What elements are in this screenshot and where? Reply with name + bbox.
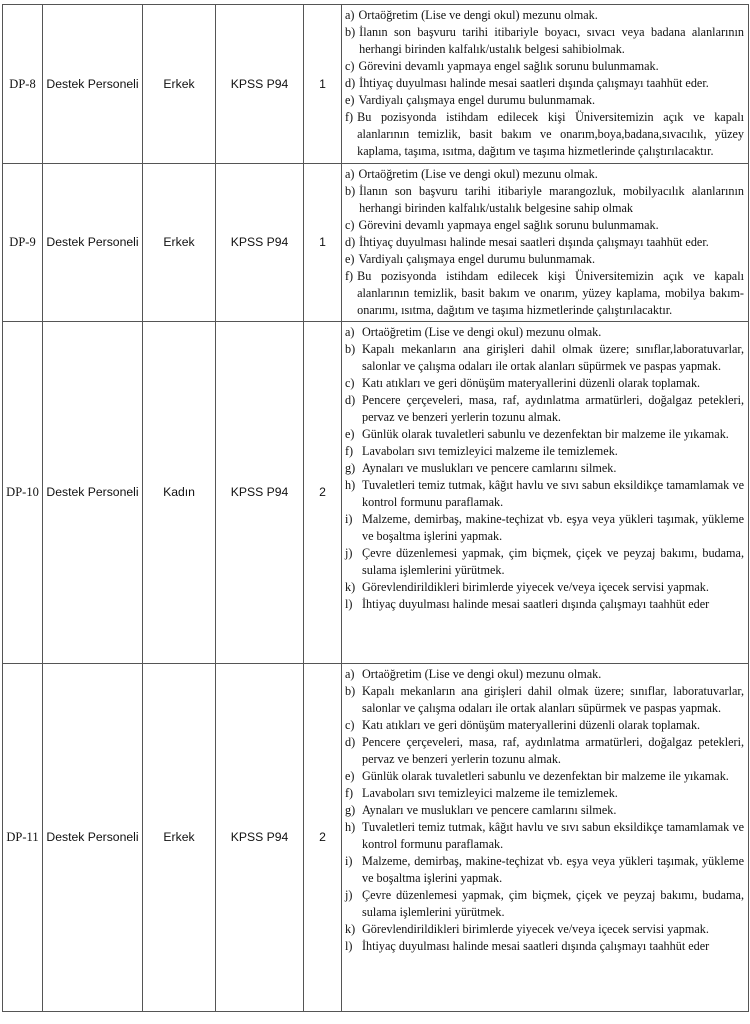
requirement-item bbox=[345, 7, 744, 24]
requirement-text: Aynaları ve muslukları ve pencere camlarını silmek. bbox=[362, 461, 617, 475]
requirement-text: Günlük olarak tuvaletleri sabunlu ve dezenfektan bir malzeme ile yıkamak. bbox=[362, 427, 729, 441]
position-gender: Erkek bbox=[143, 164, 216, 322]
requirement-item bbox=[345, 58, 744, 75]
requirement-label: b) bbox=[345, 25, 356, 39]
requirement-label: a) bbox=[345, 667, 355, 681]
requirement-item bbox=[345, 234, 744, 251]
position-code: DP-11 bbox=[3, 664, 43, 1012]
requirement-label: j) bbox=[345, 546, 353, 560]
position-count: 2 bbox=[304, 664, 342, 1012]
requirement-text: Ortaöğretim (Lise ve dengi okul) mezunu olmak. bbox=[358, 167, 598, 181]
requirement-label: k) bbox=[345, 580, 356, 594]
requirement-item bbox=[345, 392, 744, 426]
requirement-item bbox=[345, 426, 744, 443]
position-title: Destek Personeli bbox=[43, 164, 143, 322]
requirement-text: Vardiyalı çalışmaya engel durumu bulunmamak. bbox=[358, 252, 596, 266]
requirement-item bbox=[345, 579, 744, 596]
requirement-text: Pencere çerçeveleri, masa, raf, aydınlatma armatürleri, doğalgaz petekleri, pervaz ve benzeri yerlerin tozunu almak. bbox=[362, 735, 744, 766]
requirement-text: Aynaları ve muslukları ve pencere camlarını silmek. bbox=[362, 803, 617, 817]
requirement-label: b) bbox=[345, 184, 356, 198]
requirement-label: c) bbox=[345, 376, 355, 390]
requirement-text: Bu pozisyonda istihdam edilecek kişi Üniversitemizin açık ve kapalı alanlarının temizlik, basit bakım ve onarım,boya,badana,sıvacılık, yüzey kaplama, taşıma, ısıtma, dağıtım ve taşıma hizmetlerinde çalıştırılacaktır. bbox=[357, 110, 744, 158]
requirement-item bbox=[345, 596, 744, 613]
requirement-text: Çevre düzenlemesi yapmak, çim biçmek, çiçek ve peyzaj bakımı, budama, sulama işlemlerini yürütmek. bbox=[362, 888, 744, 919]
requirement-text: Günlük olarak tuvaletleri sabunlu ve dezenfektan bir malzeme ile yıkamak. bbox=[362, 769, 729, 783]
requirement-label: f) bbox=[345, 786, 354, 800]
position-gender: Kadın bbox=[143, 322, 216, 664]
requirement-text: Malzeme, demirbaş, makine-teçhizat vb. eşya veya yükleri taşımak, yükleme ve boşaltma işlerini yapmak. bbox=[362, 512, 744, 543]
requirement-label: e) bbox=[345, 252, 355, 266]
position-count: 1 bbox=[304, 164, 342, 322]
requirement-item bbox=[345, 717, 744, 734]
position-code: DP-10 bbox=[3, 322, 43, 664]
requirement-text: İlanın son başvuru tarihi itibariyle boyacı, sıvacı veya badana alanlarının herhangi birinden kalfalık/ustalık belgesi sahibiolmak. bbox=[359, 25, 744, 56]
position-title: Destek Personeli bbox=[43, 322, 143, 664]
requirement-label: i) bbox=[345, 512, 353, 526]
requirement-text: Vardiyalı çalışmaya engel durumu bulunmamak. bbox=[358, 93, 596, 107]
requirement-text: Görevini devamlı yapmaya engel sağlık sorunu bulunmamak. bbox=[358, 218, 659, 232]
requirement-text: Tuvaletleri temiz tutmak, kâğıt havlu ve sıvı sabun eksildikçe tamamlamak ve kontrol formunu paraflamak. bbox=[362, 820, 744, 851]
requirements-cell bbox=[342, 322, 749, 664]
requirement-item bbox=[345, 166, 744, 183]
requirement-label: c) bbox=[345, 718, 355, 732]
requirement-item bbox=[345, 75, 744, 92]
position-row bbox=[3, 664, 749, 1012]
requirement-item bbox=[345, 443, 744, 460]
position-code: DP-8 bbox=[3, 5, 43, 164]
position-row bbox=[3, 164, 749, 322]
requirements-cell bbox=[342, 5, 749, 164]
requirement-label: l) bbox=[345, 597, 353, 611]
requirement-item bbox=[345, 183, 744, 217]
requirement-item bbox=[345, 268, 744, 319]
position-count: 1 bbox=[304, 5, 342, 164]
requirement-text: Kapalı mekanların ana girişleri dahil olmak üzere; sınıflar, laboratuvarlar, salonlar ve çalışma odaları ile ortak alanları süpürmek ve paspas yapmak. bbox=[362, 684, 744, 715]
requirement-label: g) bbox=[345, 803, 356, 817]
requirement-text: Lavaboları sıvı temizleyici malzeme ile temizlemek. bbox=[362, 786, 618, 800]
requirement-text: İlanın son başvuru tarihi itibariyle marangozluk, mobilyacılık alanlarının herhangi birinden kalfalık/ustalık belgesine sahip olmak bbox=[359, 184, 744, 215]
requirement-label: e) bbox=[345, 93, 355, 107]
requirement-text: İhtiyaç duyulması halinde mesai saatleri dışında çalışmayı taahhüt eder. bbox=[359, 235, 709, 249]
requirement-item bbox=[345, 887, 744, 921]
position-count: 2 bbox=[304, 322, 342, 664]
position-row bbox=[3, 5, 749, 164]
requirement-label: d) bbox=[345, 76, 356, 90]
requirement-text: Katı atıkları ve geri dönüşüm materyallerini düzenli olarak toplamak. bbox=[362, 376, 701, 390]
requirement-text: İhtiyaç duyulması halinde mesai saatleri dışında çalışmayı taahhüt eder bbox=[362, 939, 710, 953]
requirement-text: Katı atıkları ve geri dönüşüm materyallerini düzenli olarak toplamak. bbox=[362, 718, 701, 732]
requirement-item bbox=[345, 217, 744, 234]
requirement-text: Tuvaletleri temiz tutmak, kâğıt havlu ve sıvı sabun eksildikçe tamamlamak ve kontrol formunu paraflamak. bbox=[362, 478, 744, 509]
requirement-label: f) bbox=[345, 269, 354, 283]
requirement-text: İhtiyaç duyulması halinde mesai saatleri dışında çalışmayı taahhüt eder. bbox=[359, 76, 709, 90]
requirement-label: a) bbox=[345, 167, 355, 181]
requirement-label: b) bbox=[345, 684, 356, 698]
requirement-text: Kapalı mekanların ana girişleri dahil olmak üzere; sınıflar,laboratuvarlar, salonlar ve çalışma odaları ile ortak alanları süpürmek ve paspas yapmak. bbox=[362, 342, 744, 373]
requirement-text: Görevlendirildikleri birimlerde yiyecek ve/veya içecek servisi yapmak. bbox=[362, 580, 709, 594]
requirement-label: h) bbox=[345, 820, 356, 834]
requirement-item bbox=[345, 819, 744, 853]
requirement-label: d) bbox=[345, 393, 356, 407]
requirement-text: Pencere çerçeveleri, masa, raf, aydınlatma armatürleri, doğalgaz petekleri, pervaz ve benzeri yerlerin tozunu almak. bbox=[362, 393, 744, 424]
requirement-label: h) bbox=[345, 478, 356, 492]
position-row bbox=[3, 322, 749, 664]
requirement-item bbox=[345, 802, 744, 819]
requirement-text: İhtiyaç duyulması halinde mesai saatleri dışında çalışmayı taahhüt eder bbox=[362, 597, 710, 611]
requirement-item bbox=[345, 477, 744, 511]
position-code: DP-9 bbox=[3, 164, 43, 322]
requirement-label: d) bbox=[345, 735, 356, 749]
requirement-item bbox=[345, 251, 744, 268]
requirement-item bbox=[345, 511, 744, 545]
requirement-item bbox=[345, 666, 744, 683]
requirement-label: f) bbox=[345, 444, 354, 458]
position-kpss: KPSS P94 bbox=[216, 664, 304, 1012]
position-kpss: KPSS P94 bbox=[216, 5, 304, 164]
requirement-label: e) bbox=[345, 427, 355, 441]
requirement-text: Bu pozisyonda istihdam edilecek kişi Üniversitemizin açık ve kapalı alanlarının temizlik, basit bakım ve onarım, yüzey kaplama, mobilya bakım-onarımı, ısıtma, dağıtım ve taşıma hizmetlerinde çalıştırılacaktır. bbox=[357, 269, 744, 317]
requirement-label: b) bbox=[345, 342, 356, 356]
requirement-text: Ortaöğretim (Lise ve dengi okul) mezunu olmak. bbox=[358, 8, 598, 22]
requirement-text: Görevini devamlı yapmaya engel sağlık sorunu bulunmamak. bbox=[358, 59, 659, 73]
requirement-label: e) bbox=[345, 769, 355, 783]
requirement-label: l) bbox=[345, 939, 353, 953]
position-kpss: KPSS P94 bbox=[216, 164, 304, 322]
position-gender: Erkek bbox=[143, 664, 216, 1012]
requirement-label: a) bbox=[345, 325, 355, 339]
requirement-text: Ortaöğretim (Lise ve dengi okul) mezunu olmak. bbox=[362, 325, 602, 339]
requirement-item bbox=[345, 460, 744, 477]
position-gender: Erkek bbox=[143, 5, 216, 164]
requirement-label: a) bbox=[345, 8, 355, 22]
requirement-item bbox=[345, 109, 744, 160]
requirement-item bbox=[345, 921, 744, 938]
requirement-item bbox=[345, 24, 744, 58]
requirement-text: Çevre düzenlemesi yapmak, çim biçmek, çiçek ve peyzaj bakımı, budama, sulama işlemlerini yürütmek. bbox=[362, 546, 744, 577]
requirement-label: d) bbox=[345, 235, 356, 249]
requirements-cell bbox=[342, 164, 749, 322]
requirement-text: Malzeme, demirbaş, makine-teçhizat vb. eşya veya yükleri taşımak, yükleme ve boşaltma işlerini yapmak. bbox=[362, 854, 744, 885]
position-kpss: KPSS P94 bbox=[216, 322, 304, 664]
requirements-cell bbox=[342, 664, 749, 1012]
requirement-label: c) bbox=[345, 59, 355, 73]
requirement-item bbox=[345, 683, 744, 717]
requirement-item bbox=[345, 545, 744, 579]
position-title: Destek Personeli bbox=[43, 664, 143, 1012]
requirement-label: j) bbox=[345, 888, 353, 902]
position-title: Destek Personeli bbox=[43, 5, 143, 164]
requirement-item bbox=[345, 734, 744, 768]
requirement-item bbox=[345, 853, 744, 887]
requirement-label: g) bbox=[345, 461, 356, 475]
requirement-text: Görevlendirildikleri birimlerde yiyecek ve/veya içecek servisi yapmak. bbox=[362, 922, 709, 936]
requirement-label: f) bbox=[345, 110, 354, 124]
positions-table bbox=[2, 4, 749, 1012]
requirement-item bbox=[345, 341, 744, 375]
requirement-item bbox=[345, 324, 744, 341]
requirement-item bbox=[345, 375, 744, 392]
requirement-item bbox=[345, 938, 744, 955]
requirement-label: c) bbox=[345, 218, 355, 232]
requirement-item bbox=[345, 785, 744, 802]
requirement-item bbox=[345, 768, 744, 785]
requirement-label: i) bbox=[345, 854, 353, 868]
requirement-text: Lavaboları sıvı temizleyici malzeme ile temizlemek. bbox=[362, 444, 618, 458]
requirement-item bbox=[345, 92, 744, 109]
requirement-label: k) bbox=[345, 922, 356, 936]
requirement-text: Ortaöğretim (Lise ve dengi okul) mezunu olmak. bbox=[362, 667, 602, 681]
